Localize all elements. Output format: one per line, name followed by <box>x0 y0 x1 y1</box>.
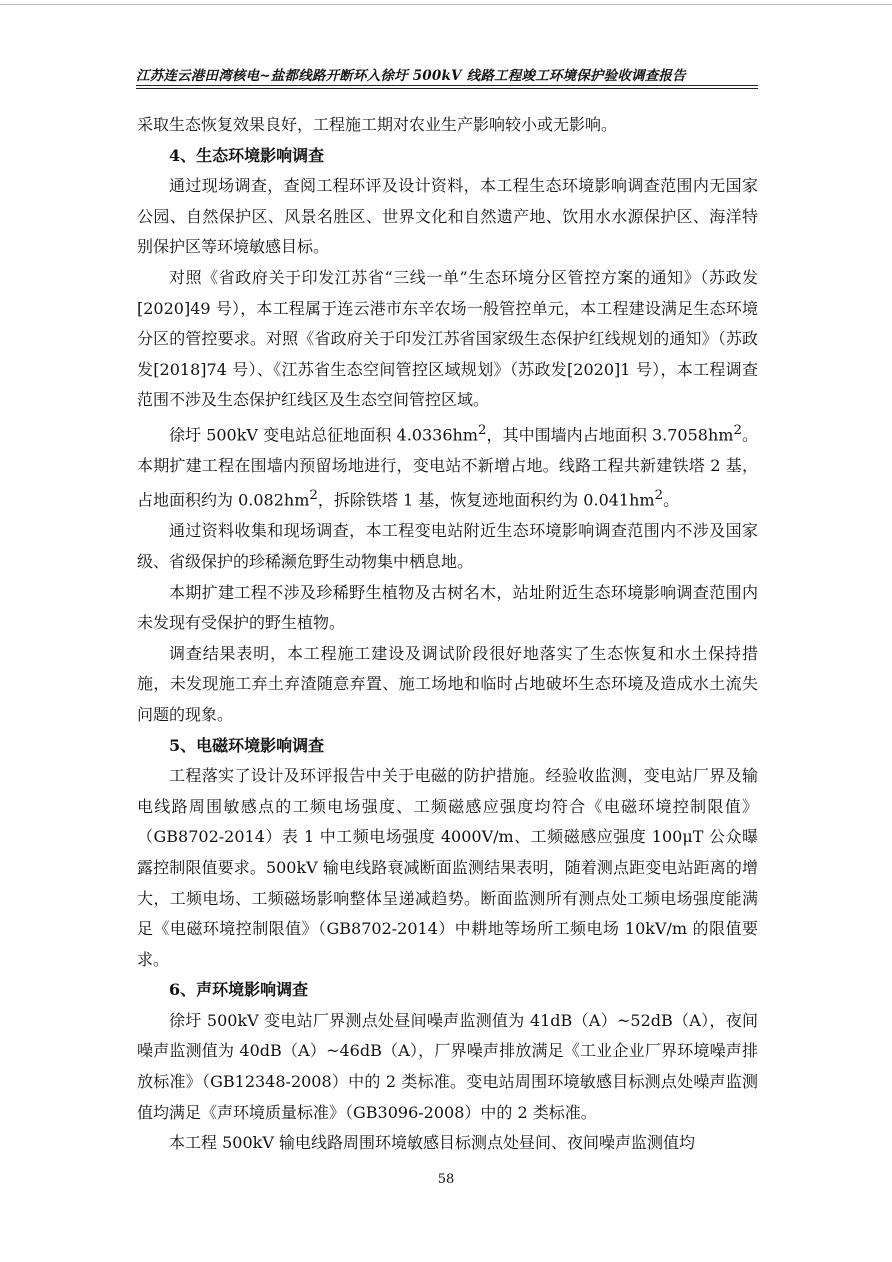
superscript-squared: 2 <box>733 422 742 438</box>
top-border-line <box>0 4 892 5</box>
header-rule <box>136 85 758 86</box>
land-area-text-b: ，其中围墙内占地面积 3.7058hm <box>486 425 734 445</box>
land-area-text-d: ，拆除铁塔 1 基，恢复迹地面积约为 0.041hm <box>317 490 655 510</box>
land-area-text-c: 。本期扩建工程在围墙内预留场地进行，变电站不新增占地。线路工程共新建铁塔 2 基，占地面积约为 0.082hm <box>137 425 758 510</box>
paragraph-substation-noise: 徐圩 500kV 变电站厂界测点处昼间噪声监测值为 41dB（A）~52dB（A），夜间噪声监测值为 40dB（A）~46dB（A），厂界噪声排放满足《工业企业厂界环境噪声排放标准》（GB12348-2008）中的 2 类标准。变电站周围环境敏感目标测点处噪声监测值均满足《声环境质量标准》（GB3096-2008）中的 2 类标准。 <box>137 1010 758 1122</box>
running-header: 江苏连云港田湾核电~盐都线路开断环入徐圩 500kV 线路工程竣工环境保护验收调查报告 <box>136 68 686 84</box>
section-heading-electromagnetic: 5、电磁环境影响调查 <box>169 735 325 755</box>
superscript-squared: 2 <box>654 488 664 504</box>
paragraph-line-noise: 本工程 500kV 输电线路周围环境敏感目标测点处昼间、夜间噪声监测值均 <box>169 1133 695 1153</box>
page-number: 58 <box>437 1172 455 1187</box>
header-rule-secondary <box>136 88 758 89</box>
land-area-text-a: 徐圩 500kV 变电站总征地面积 4.0336hm <box>169 425 478 445</box>
paragraph-continuation: 采取生态恢复效果良好，工程施工期对农业生产影响较小或无影响。 <box>137 115 618 134</box>
paragraph-ecology-survey: 通过现场调查，查阅工程环评及设计资料，本工程生态环境影响调查范围内无国家公园、自然保护区、风景名胜区、世界文化和自然遗产地、饮用水水源保护区、海洋特别保护区等环境敏感目标。 <box>137 176 758 257</box>
section-heading-acoustic: 6、声环境影响调查 <box>169 980 309 1000</box>
page-body <box>137 110 758 1159</box>
paragraph-electromagnetic: 工程落实了设计及环评报告中关于电磁的防护措施。经验收监测，变电站厂界及输电线路周围敏感点的工频电场强度、工频磁感应强度均符合《电磁环境控制限值》（GB8702-2014）表 1 中工频电场强度 4000V/m、工频磁感应强度 100μT 公众曝露控制限值要求。500kV 输电线路衰减断面监测结果表明，随着测点距变电站距离的增大，工频电场、工频磁场影响整体呈递减趋势。断面监测所有测点处工频电场强度能满足《电磁环境控制限值》（GB8702-2014）中耕地等场所工频电场 10kV/m 的限值要求。 <box>137 766 758 969</box>
superscript-squared: 2 <box>477 422 487 438</box>
land-area-text-e: 。 <box>663 490 680 510</box>
paragraph-land-area <box>137 416 758 516</box>
paragraph-wild-plants: 本期扩建工程不涉及珍稀野生植物及古树名木，站址附近生态环境影响调查范围内未发现有受保护的野生植物。 <box>137 582 758 633</box>
paragraph-wildlife-habitat: 通过资料收集和现场调查，本工程变电站附近生态环境影响调查范围内不涉及国家级、省级保护的珍稀濒危野生动物集中栖息地。 <box>137 521 758 571</box>
paragraph-zoning-control: 对照《省政府关于印发江苏省“三线一单”生态环境分区管控方案的通知》（苏政发[2020]49 号），本工程属于连云港市东辛农场一般管控单元，本工程建设满足生态环境分区的管控要求。对照《省政府关于印发江苏省国家级生态保护红线规划的通知》（苏政发[2018]74 号）、《江苏省生态空间管控区域规划》（苏政发[2020]1 号），本工程调查范围不涉及生态保护红线区及生态空间管控区域。 <box>137 267 758 410</box>
paragraph-survey-conclusion: 调查结果表明，本工程施工建设及调试阶段很好地落实了生态恢复和水土保持措施，未发现施工弃土弃渣随意弃置、施工场地和临时占地破坏生态环境及造成水土流失问题的现象。 <box>137 643 758 724</box>
section-heading-ecology: 4、生态环境影响调查 <box>169 145 325 165</box>
superscript-squared: 2 <box>309 488 318 504</box>
